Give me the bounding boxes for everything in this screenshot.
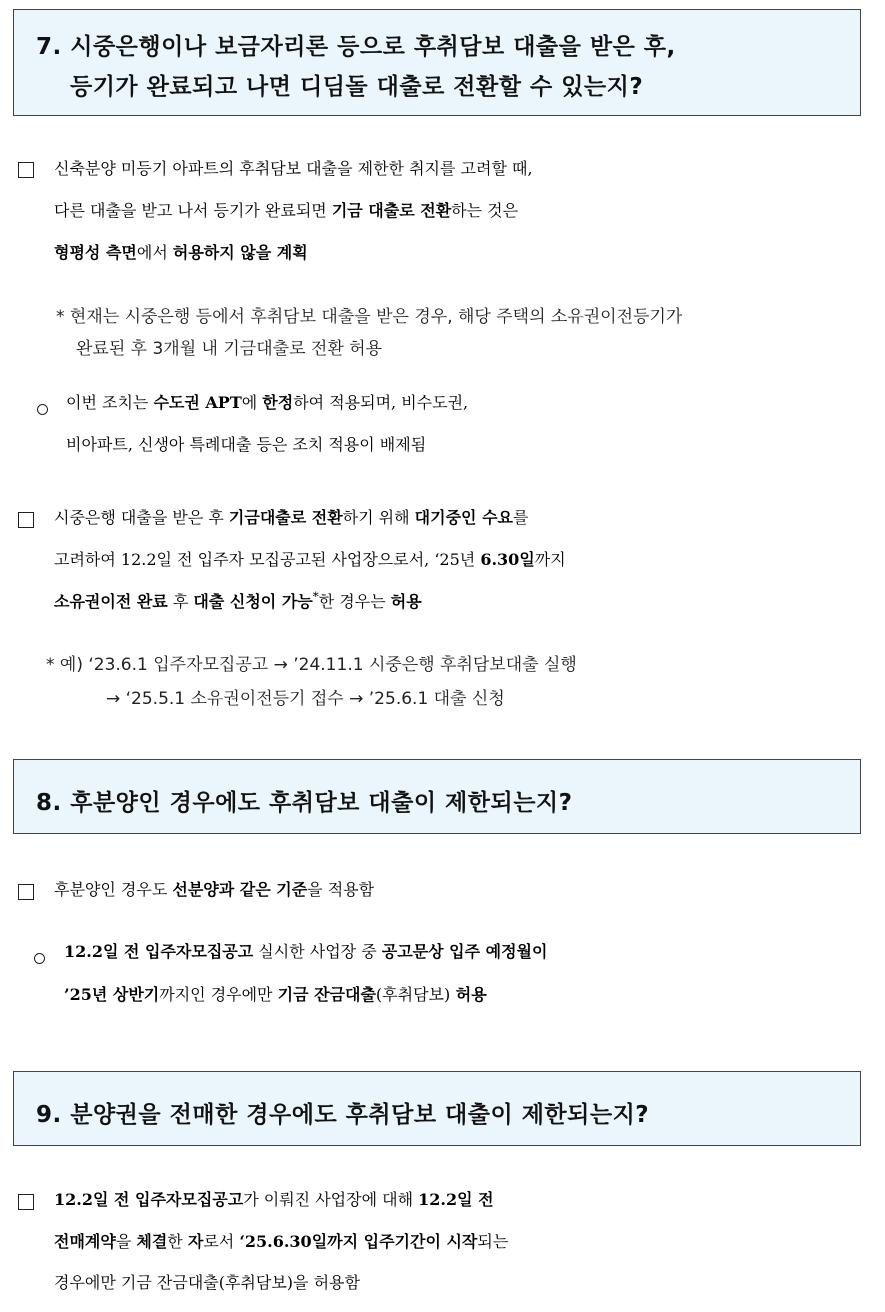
bold-text: 기금 잔금대출	[277, 985, 376, 1004]
text: 를	[512, 508, 529, 527]
text: 에	[241, 393, 263, 412]
bold-text: 공고문상 입주 예정월이	[381, 942, 548, 961]
bold-text: 선분양과 같은 기준	[172, 880, 308, 899]
answer-7-p2-line-3	[54, 589, 422, 612]
bold-text: 형평성 측면	[54, 243, 137, 262]
text: 을 허용함	[293, 1273, 360, 1292]
text: 하는 것은	[451, 201, 519, 220]
text: 다른 대출을 받고 나서 등기가 완료되면	[54, 201, 332, 220]
square-bullet-icon	[18, 512, 34, 532]
answer-7-p2-line-1	[54, 505, 528, 528]
text: 이번 조치는	[66, 393, 154, 412]
bold-text: 소유권이전 완료	[54, 592, 168, 611]
bold-text: 기금 대출로 전환	[331, 201, 452, 220]
question-9-box	[13, 1071, 861, 1146]
text: (후취담보)	[218, 1273, 294, 1292]
bold-text: 대기중인 수요	[414, 508, 513, 527]
bold-text: ‘25.6.30일까지 입주기간이 시작	[239, 1232, 478, 1251]
square-bullet-icon	[18, 1194, 34, 1214]
text: 되는	[477, 1232, 509, 1251]
circle-bullet-icon	[37, 400, 48, 419]
bold-text: 12.2일 전	[418, 1190, 494, 1209]
answer-7-sub-line-2: 비아파트, 신생아 특례대출 등은 조치 적용이 배제됨	[66, 435, 427, 454]
bold-text: 한정	[262, 393, 294, 412]
answer-7-p2-line-2	[54, 547, 566, 570]
question-9-line-1: 9. 분양권을 전매한 경우에도 후취담보 대출이 제한되는지?	[36, 1102, 650, 1128]
circle-bullet-icon	[34, 949, 45, 968]
text: 시중은행 대출을 받은 후	[54, 508, 229, 527]
text: 후분양인 경우도	[54, 880, 173, 899]
text: 실시한 사업장 중	[253, 942, 382, 961]
bold-text: 12.2일 전 입주자모집공고	[54, 1190, 244, 1209]
answer-9-line-2	[54, 1229, 508, 1252]
bold-text: 대출 신청이 가능	[193, 592, 313, 611]
bold-text: 수도권 APT	[153, 393, 242, 412]
question-7-box	[13, 9, 861, 116]
answer-7-line-1	[54, 156, 533, 179]
text: 한	[167, 1232, 188, 1251]
answer-7-note-line-2: 완료된 후 3개월 내 기금대출로 전환 허용	[76, 339, 382, 359]
bold-text: 전매계약	[54, 1232, 116, 1251]
bold-text: 허용하지 않을 계획	[172, 243, 308, 262]
square-bullet-icon	[18, 162, 34, 182]
answer-7-sub-line-1	[66, 390, 468, 413]
question-7-line-1: 7. 시중은행이나 보금자리론 등으로 후취담보 대출을 받은 후,	[36, 34, 676, 60]
text: 고려하여 12.2일 전 입주자 모집공고된 사업장으로서, ‘25년	[54, 550, 481, 569]
bold-text: 12.2일 전 입주자모집공고	[64, 942, 254, 961]
bold-text: 기금대출로 전환	[228, 508, 343, 527]
text: 한 경우는	[318, 592, 391, 611]
answer-7-line-2	[54, 198, 518, 221]
answer-7-line-3	[54, 240, 308, 263]
text: 까지	[534, 550, 566, 569]
answer-8-sub-line-2	[64, 982, 487, 1005]
answer-8-line-1	[54, 877, 374, 900]
text: 까지인 경우에만	[159, 985, 278, 1004]
answer-7-example-line-1: * 예) ‘23.6.1 입주자모집공고 → ’24.11.1 시중은행 후취담보대출 실행	[46, 655, 577, 675]
answer-8-sub-line-1	[64, 939, 547, 962]
question-8-line-1: 8. 후분양인 경우에도 후취담보 대출이 제한되는지?	[36, 790, 573, 816]
bold-text: 허용	[390, 592, 422, 611]
text: 신축분양 미등기 아파트의 후취담보 대출을 제한한 취지를 고려할 때,	[54, 159, 533, 178]
text: 하기 위해	[342, 508, 415, 527]
bold-text: 허용	[450, 985, 487, 1004]
answer-7-example-line-2: → ‘25.5.1 소유권이전등기 접수 → ’25.6.1 대출 신청	[106, 689, 505, 709]
footnote-mark: *	[312, 589, 319, 604]
text: 을	[115, 1232, 137, 1251]
bold-text: 체결	[136, 1232, 168, 1251]
text: 가 이뤄진 사업장에 대해	[243, 1190, 419, 1209]
bold-text: 자	[187, 1232, 204, 1251]
text: 로서	[203, 1232, 240, 1251]
text: 하여 적용되며, 비수도권,	[293, 393, 469, 412]
text: 에서	[136, 243, 173, 262]
bold-text: 6.30일	[480, 550, 535, 569]
bold-text: ’25년 상반기	[64, 985, 160, 1004]
text: 경우에만 기금 잔금대출	[54, 1273, 219, 1292]
question-7-line-2: 등기가 완료되고 나면 디딤돌 대출로 전환할 수 있는지?	[70, 74, 644, 100]
answer-7-note-line-1: * 현재는 시중은행 등에서 후취담보 대출을 받은 경우, 해당 주택의 소유권이전등기가	[56, 307, 683, 327]
square-bullet-icon	[18, 884, 34, 904]
text: (후취담보)	[375, 985, 451, 1004]
text: 을 적용함	[307, 880, 375, 899]
text: 후	[167, 592, 194, 611]
answer-9-line-3	[54, 1270, 360, 1293]
question-8-box	[13, 759, 861, 834]
answer-9-line-1	[54, 1187, 494, 1210]
